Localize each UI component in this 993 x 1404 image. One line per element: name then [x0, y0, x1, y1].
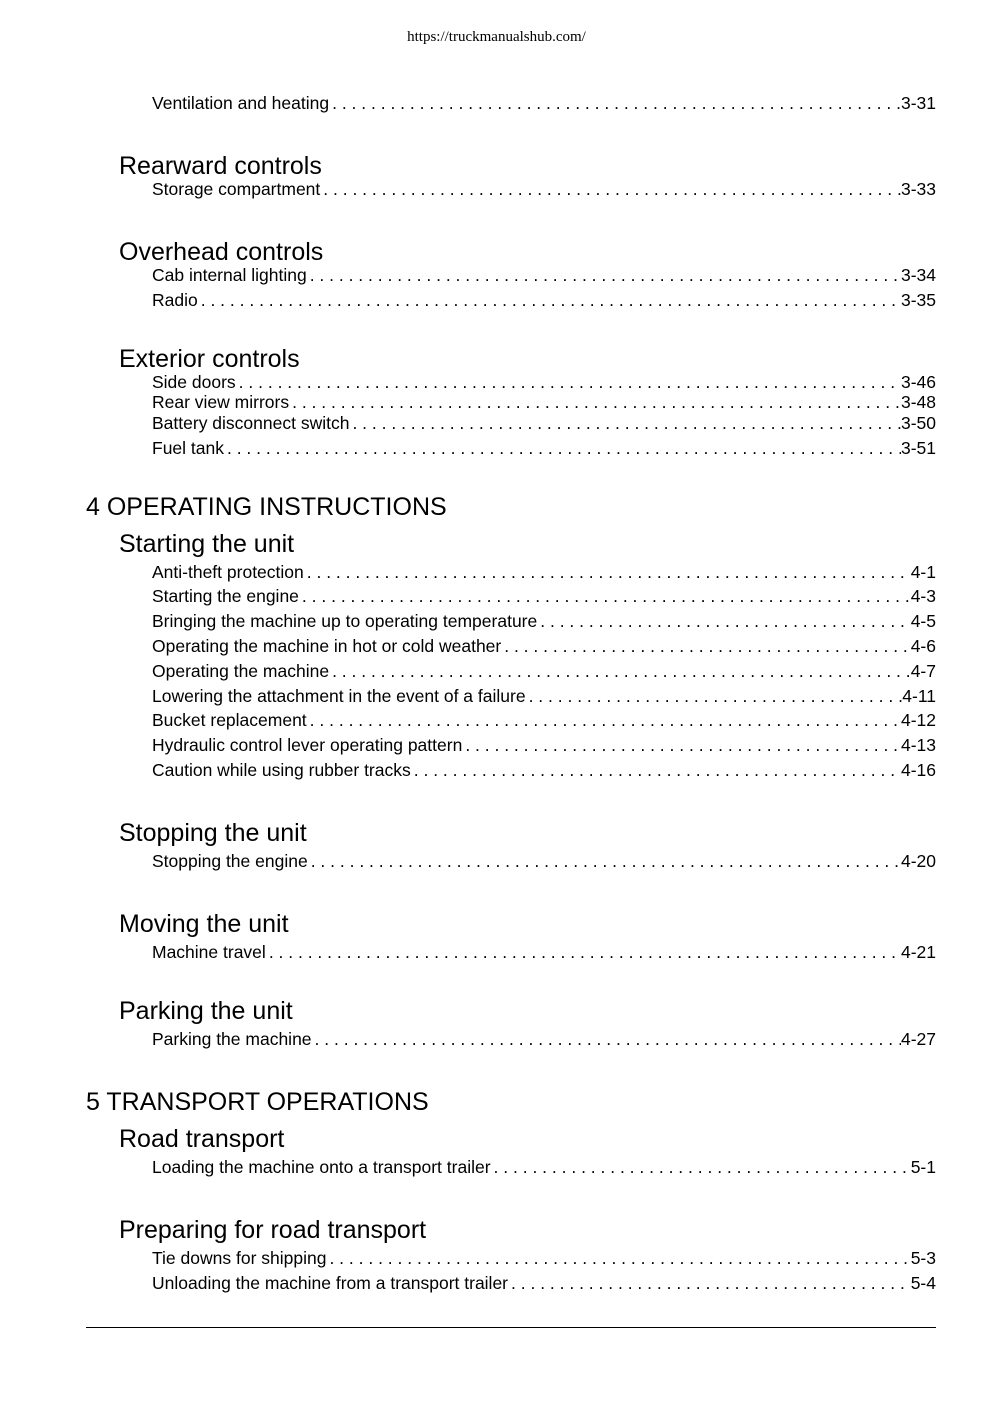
dot-leader [312, 1028, 901, 1050]
toc-entry[interactable] [152, 635, 936, 657]
dot-leader [198, 289, 901, 311]
toc-entry-title: Machine travel [152, 942, 266, 962]
toc-entry-title: Fuel tank [152, 438, 224, 458]
section-heading: Rearward controls [119, 152, 322, 180]
toc-entry-page: 4-13 [900, 735, 936, 755]
section-heading: Parking the unit [119, 997, 293, 1025]
dot-leader [537, 610, 910, 632]
toc-entry-title: Side doors [152, 372, 236, 392]
toc-entry-page: 3-33 [900, 179, 936, 199]
toc-entry-title: Starting the engine [152, 586, 299, 606]
dot-leader [236, 371, 901, 393]
toc-entry-title: Parking the machine [152, 1029, 312, 1049]
toc-entry[interactable] [152, 610, 936, 632]
dot-leader [501, 635, 910, 657]
dot-leader [304, 561, 911, 583]
toc-entry[interactable] [152, 264, 936, 286]
toc-entry-title: Radio [152, 290, 198, 310]
toc-entry-title: Unloading the machine from a transport trailer [152, 1273, 509, 1293]
dot-leader [462, 734, 901, 756]
toc-entry-page: 3-50 [900, 413, 936, 433]
dot-leader [320, 178, 901, 200]
toc-entry-title: Loading the machine onto a transport trailer [152, 1157, 491, 1177]
section-heading: Road transport [119, 1125, 285, 1153]
toc-entry-title: Rear view mirrors [152, 392, 290, 412]
toc-entry-title: Bucket replacement [152, 710, 307, 730]
toc-entry-page: 4-12 [900, 710, 936, 730]
toc-entry[interactable] [152, 561, 936, 583]
toc-entry[interactable] [152, 734, 936, 756]
toc-entry[interactable] [152, 759, 936, 781]
section-heading: Preparing for road transport [119, 1216, 427, 1244]
toc-entry-title: Lowering the attachment in the event of a failure [152, 686, 526, 706]
toc-entry-title: Operating the machine [152, 661, 330, 681]
toc-entry-page: 4-16 [900, 760, 936, 780]
chapter-heading: 4 OPERATING INSTRUCTIONS [86, 493, 447, 521]
toc-entry[interactable] [152, 709, 936, 731]
toc-entry[interactable] [152, 1156, 936, 1178]
toc-entry-title: Anti-theft protection [152, 562, 304, 582]
footer-divider [86, 1327, 936, 1328]
dot-leader [308, 850, 901, 872]
toc-entry[interactable] [152, 685, 936, 707]
toc-entry[interactable] [152, 391, 936, 413]
toc-entry[interactable] [152, 371, 936, 393]
dot-leader [289, 391, 901, 413]
dot-leader [329, 660, 911, 682]
toc-entry-page: 4-1 [910, 562, 936, 582]
toc-entry-title: Cab internal lighting [152, 265, 307, 285]
toc-entry[interactable] [152, 1028, 936, 1050]
toc-entry-title: Hydraulic control lever operating pattern [152, 735, 463, 755]
chapter-heading: 5 TRANSPORT OPERATIONS [86, 1088, 429, 1116]
dot-leader [307, 264, 901, 286]
dot-leader [307, 709, 901, 731]
section-heading: Exterior controls [119, 345, 300, 373]
toc-entry-page: 4-20 [900, 851, 936, 871]
toc-entry-title: Operating the machine in hot or cold weather [152, 636, 502, 656]
toc-entry-title: Storage compartment [152, 179, 321, 199]
dot-leader [299, 585, 911, 607]
dot-leader [329, 92, 901, 114]
toc-entry-title: Caution while using rubber tracks [152, 760, 411, 780]
section-heading: Starting the unit [119, 530, 295, 558]
section-heading: Stopping the unit [119, 819, 307, 847]
source-url[interactable]: https://truckmanualshub.com/ [407, 29, 586, 45]
toc-entry[interactable] [152, 1247, 936, 1269]
toc-entry-page: 3-35 [900, 290, 936, 310]
toc-entry-page: 3-31 [900, 93, 936, 113]
toc-entry[interactable] [152, 850, 936, 872]
toc-entry-page: 3-48 [900, 392, 936, 412]
dot-leader [326, 1247, 910, 1269]
toc-entry-page: 4-11 [902, 686, 936, 706]
toc-entry-page: 5-3 [910, 1248, 936, 1268]
dot-leader [349, 412, 901, 434]
toc-entry-page: 4-27 [900, 1029, 936, 1049]
dot-leader [266, 941, 901, 963]
toc-entry-title: Ventilation and heating [152, 93, 330, 113]
toc-entry-page: 4-21 [900, 942, 936, 962]
dot-leader [526, 685, 903, 707]
toc-entry-title: Stopping the engine [152, 851, 308, 871]
toc-entry[interactable] [152, 289, 936, 311]
toc-entry-page: 4-7 [910, 661, 936, 681]
toc-entry[interactable] [152, 941, 936, 963]
toc-entry-page: 4-5 [910, 611, 936, 631]
toc-entry-page: 3-51 [900, 438, 936, 458]
section-heading: Moving the unit [119, 910, 289, 938]
section-heading: Overhead controls [119, 238, 324, 266]
toc-entry[interactable] [152, 92, 936, 114]
toc-entry[interactable] [152, 660, 936, 682]
toc-entry-page: 4-3 [910, 586, 936, 606]
toc-entry-title: Tie downs for shipping [152, 1248, 327, 1268]
dot-leader [411, 759, 901, 781]
toc-entry-title: Battery disconnect switch [152, 413, 350, 433]
toc-entry[interactable] [152, 585, 936, 607]
toc-entry-page: 5-4 [910, 1273, 936, 1293]
toc-entry[interactable] [152, 412, 936, 434]
dot-leader [491, 1156, 911, 1178]
dot-leader [224, 437, 901, 459]
toc-entry[interactable] [152, 1272, 936, 1294]
toc-entry-page: 5-1 [910, 1157, 936, 1177]
toc-entry-title: Bringing the machine up to operating temperature [152, 611, 538, 631]
toc-entry[interactable] [152, 178, 936, 200]
toc-entry[interactable] [152, 437, 936, 459]
toc-entry-page: 3-46 [900, 372, 936, 392]
dot-leader [508, 1272, 911, 1294]
toc-entry-page: 3-34 [900, 265, 936, 285]
toc-entry-page: 4-6 [910, 636, 936, 656]
